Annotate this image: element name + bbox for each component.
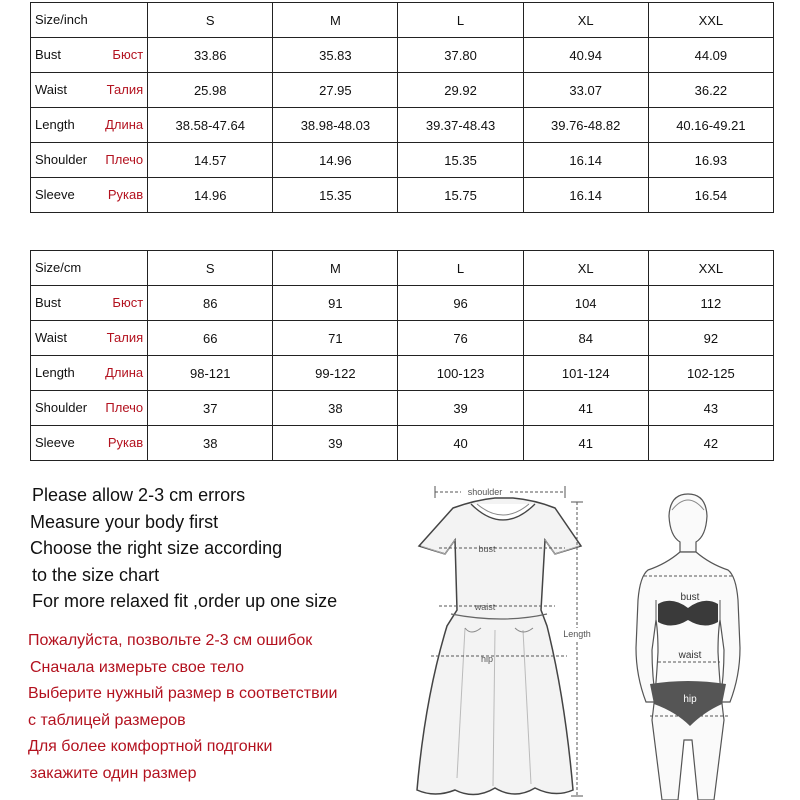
- notes-russian: [28, 628, 337, 787]
- table-cell: 98-121: [148, 356, 273, 391]
- shoulder-label: shoulder: [467, 487, 503, 497]
- table-cell: 100-123: [398, 356, 523, 391]
- note-line: с таблицей размеров: [28, 711, 186, 729]
- bust-label: bust: [478, 544, 496, 554]
- table-cell: 33.07: [523, 73, 648, 108]
- table-cell: 39: [273, 426, 398, 461]
- table-cell: 84: [523, 321, 648, 356]
- table-row: [31, 321, 774, 356]
- table-row: [31, 286, 774, 321]
- table-cell: 35.83: [273, 38, 398, 73]
- table-header-row: [31, 251, 774, 286]
- body-outline: [636, 552, 740, 800]
- table-cell: 43: [648, 391, 773, 426]
- note-line: Choose the right size according: [30, 538, 283, 558]
- table-cell: 15.35: [398, 143, 523, 178]
- table-cell: 42: [648, 426, 773, 461]
- hip-label: hip: [683, 694, 697, 705]
- table-cell: 102-125: [648, 356, 773, 391]
- waist-label: waist: [474, 602, 496, 612]
- table-cell: 14.57: [148, 143, 273, 178]
- note-line: to the size chart: [32, 564, 160, 585]
- size-header: XXL: [648, 3, 773, 38]
- table-cell: 40: [398, 426, 523, 461]
- size-header: M: [273, 251, 398, 286]
- table-row: [31, 73, 774, 108]
- table-row: [31, 108, 774, 143]
- table-cell: 14.96: [273, 143, 398, 178]
- size-header: S: [148, 3, 273, 38]
- table-cell: 99-122: [273, 356, 398, 391]
- row-label: Shoulder Плечо: [31, 391, 148, 426]
- row-label: Waist Талия: [31, 73, 148, 108]
- table-row: [31, 426, 774, 461]
- table-cell: 33.86: [148, 38, 273, 73]
- table-cell: 14.96: [148, 178, 273, 213]
- hip-label: hip: [480, 654, 494, 664]
- table-cell: 86: [148, 286, 273, 321]
- table-cell: 76: [398, 321, 523, 356]
- dress-measurement-figure: [395, 478, 610, 800]
- row-label: Length Длина: [31, 108, 148, 143]
- row-label: Sleeve Рукав: [31, 178, 148, 213]
- table-cell: 39.76-48.82: [523, 108, 648, 143]
- size-header: XXL: [648, 251, 773, 286]
- size-table-inch: [30, 2, 774, 213]
- table-row: [31, 143, 774, 178]
- table-header-row: [31, 3, 774, 38]
- length-label: Length: [563, 629, 591, 639]
- table-cell: 25.98: [148, 73, 273, 108]
- size-table-cm: [30, 250, 774, 461]
- table-cell: 16.14: [523, 178, 648, 213]
- table-row: [31, 391, 774, 426]
- size-header: L: [398, 3, 523, 38]
- note-line: Сначала измерьте свое тело: [30, 658, 244, 676]
- body-measurement-figure: [622, 480, 754, 800]
- note-line: закажите один размер: [30, 764, 197, 782]
- size-header: S: [148, 251, 273, 286]
- table-cell: 40.16-49.21: [648, 108, 773, 143]
- table-row: [31, 178, 774, 213]
- note-line: For more relaxed fit ,order up one size: [32, 591, 338, 611]
- table-cell: 39.37-48.43: [398, 108, 523, 143]
- size-header: XL: [523, 3, 648, 38]
- note-line: Please allow 2-3 cm errors: [32, 485, 246, 505]
- table-corner-label: Size/cm: [31, 251, 148, 286]
- head-outline: [669, 494, 707, 552]
- table-cell: 39: [398, 391, 523, 426]
- size-header: L: [398, 251, 523, 286]
- size-header: M: [273, 3, 398, 38]
- note-line: Для более комфортной подгонки: [28, 738, 273, 755]
- row-label: Bust Бюст: [31, 38, 148, 73]
- table-cell: 40.94: [523, 38, 648, 73]
- table-cell: 104: [523, 286, 648, 321]
- table-cell: 38: [148, 426, 273, 461]
- table-cell: 44.09: [648, 38, 773, 73]
- table-cell: 41: [523, 426, 648, 461]
- table-cell: 15.75: [398, 178, 523, 213]
- table-cell: 41: [523, 391, 648, 426]
- table-row: [31, 38, 774, 73]
- table-cell: 96: [398, 286, 523, 321]
- table-cell: 27.95: [273, 73, 398, 108]
- table-cell: 101-124: [523, 356, 648, 391]
- table-cell: 36.22: [648, 73, 773, 108]
- table-cell: 29.92: [398, 73, 523, 108]
- row-label: Bust Бюст: [31, 286, 148, 321]
- row-label: Shoulder Плечо: [31, 143, 148, 178]
- table-cell: 91: [273, 286, 398, 321]
- row-label: Length Длина: [31, 356, 148, 391]
- table-row: [31, 356, 774, 391]
- row-label: Waist Талия: [31, 321, 148, 356]
- bust-label: bust: [680, 592, 700, 603]
- table-cell: 38.58-47.64: [148, 108, 273, 143]
- note-line: Measure your body first: [30, 511, 219, 532]
- table-cell: 16.54: [648, 178, 773, 213]
- note-line: Выберите нужный размер в соответствии: [28, 685, 338, 702]
- size-header: XL: [523, 251, 648, 286]
- table-cell: 38: [273, 391, 398, 426]
- table-cell: 38.98-48.03: [273, 108, 398, 143]
- table-cell: 16.14: [523, 143, 648, 178]
- row-label: Sleeve Рукав: [31, 426, 148, 461]
- table-cell: 112: [648, 286, 773, 321]
- table-cell: 71: [273, 321, 398, 356]
- waist-label: waist: [678, 650, 702, 661]
- notes-english: [30, 482, 337, 615]
- table-cell: 92: [648, 321, 773, 356]
- dress-outline: [417, 498, 581, 795]
- table-cell: 15.35: [273, 178, 398, 213]
- table-cell: 37.80: [398, 38, 523, 73]
- note-line: Пожалуйста, позвольте 2-3 см ошибок: [28, 632, 313, 649]
- table-cell: 37: [148, 391, 273, 426]
- table-cell: 66: [148, 321, 273, 356]
- table-cell: 16.93: [648, 143, 773, 178]
- table-corner-label: Size/inch: [31, 3, 148, 38]
